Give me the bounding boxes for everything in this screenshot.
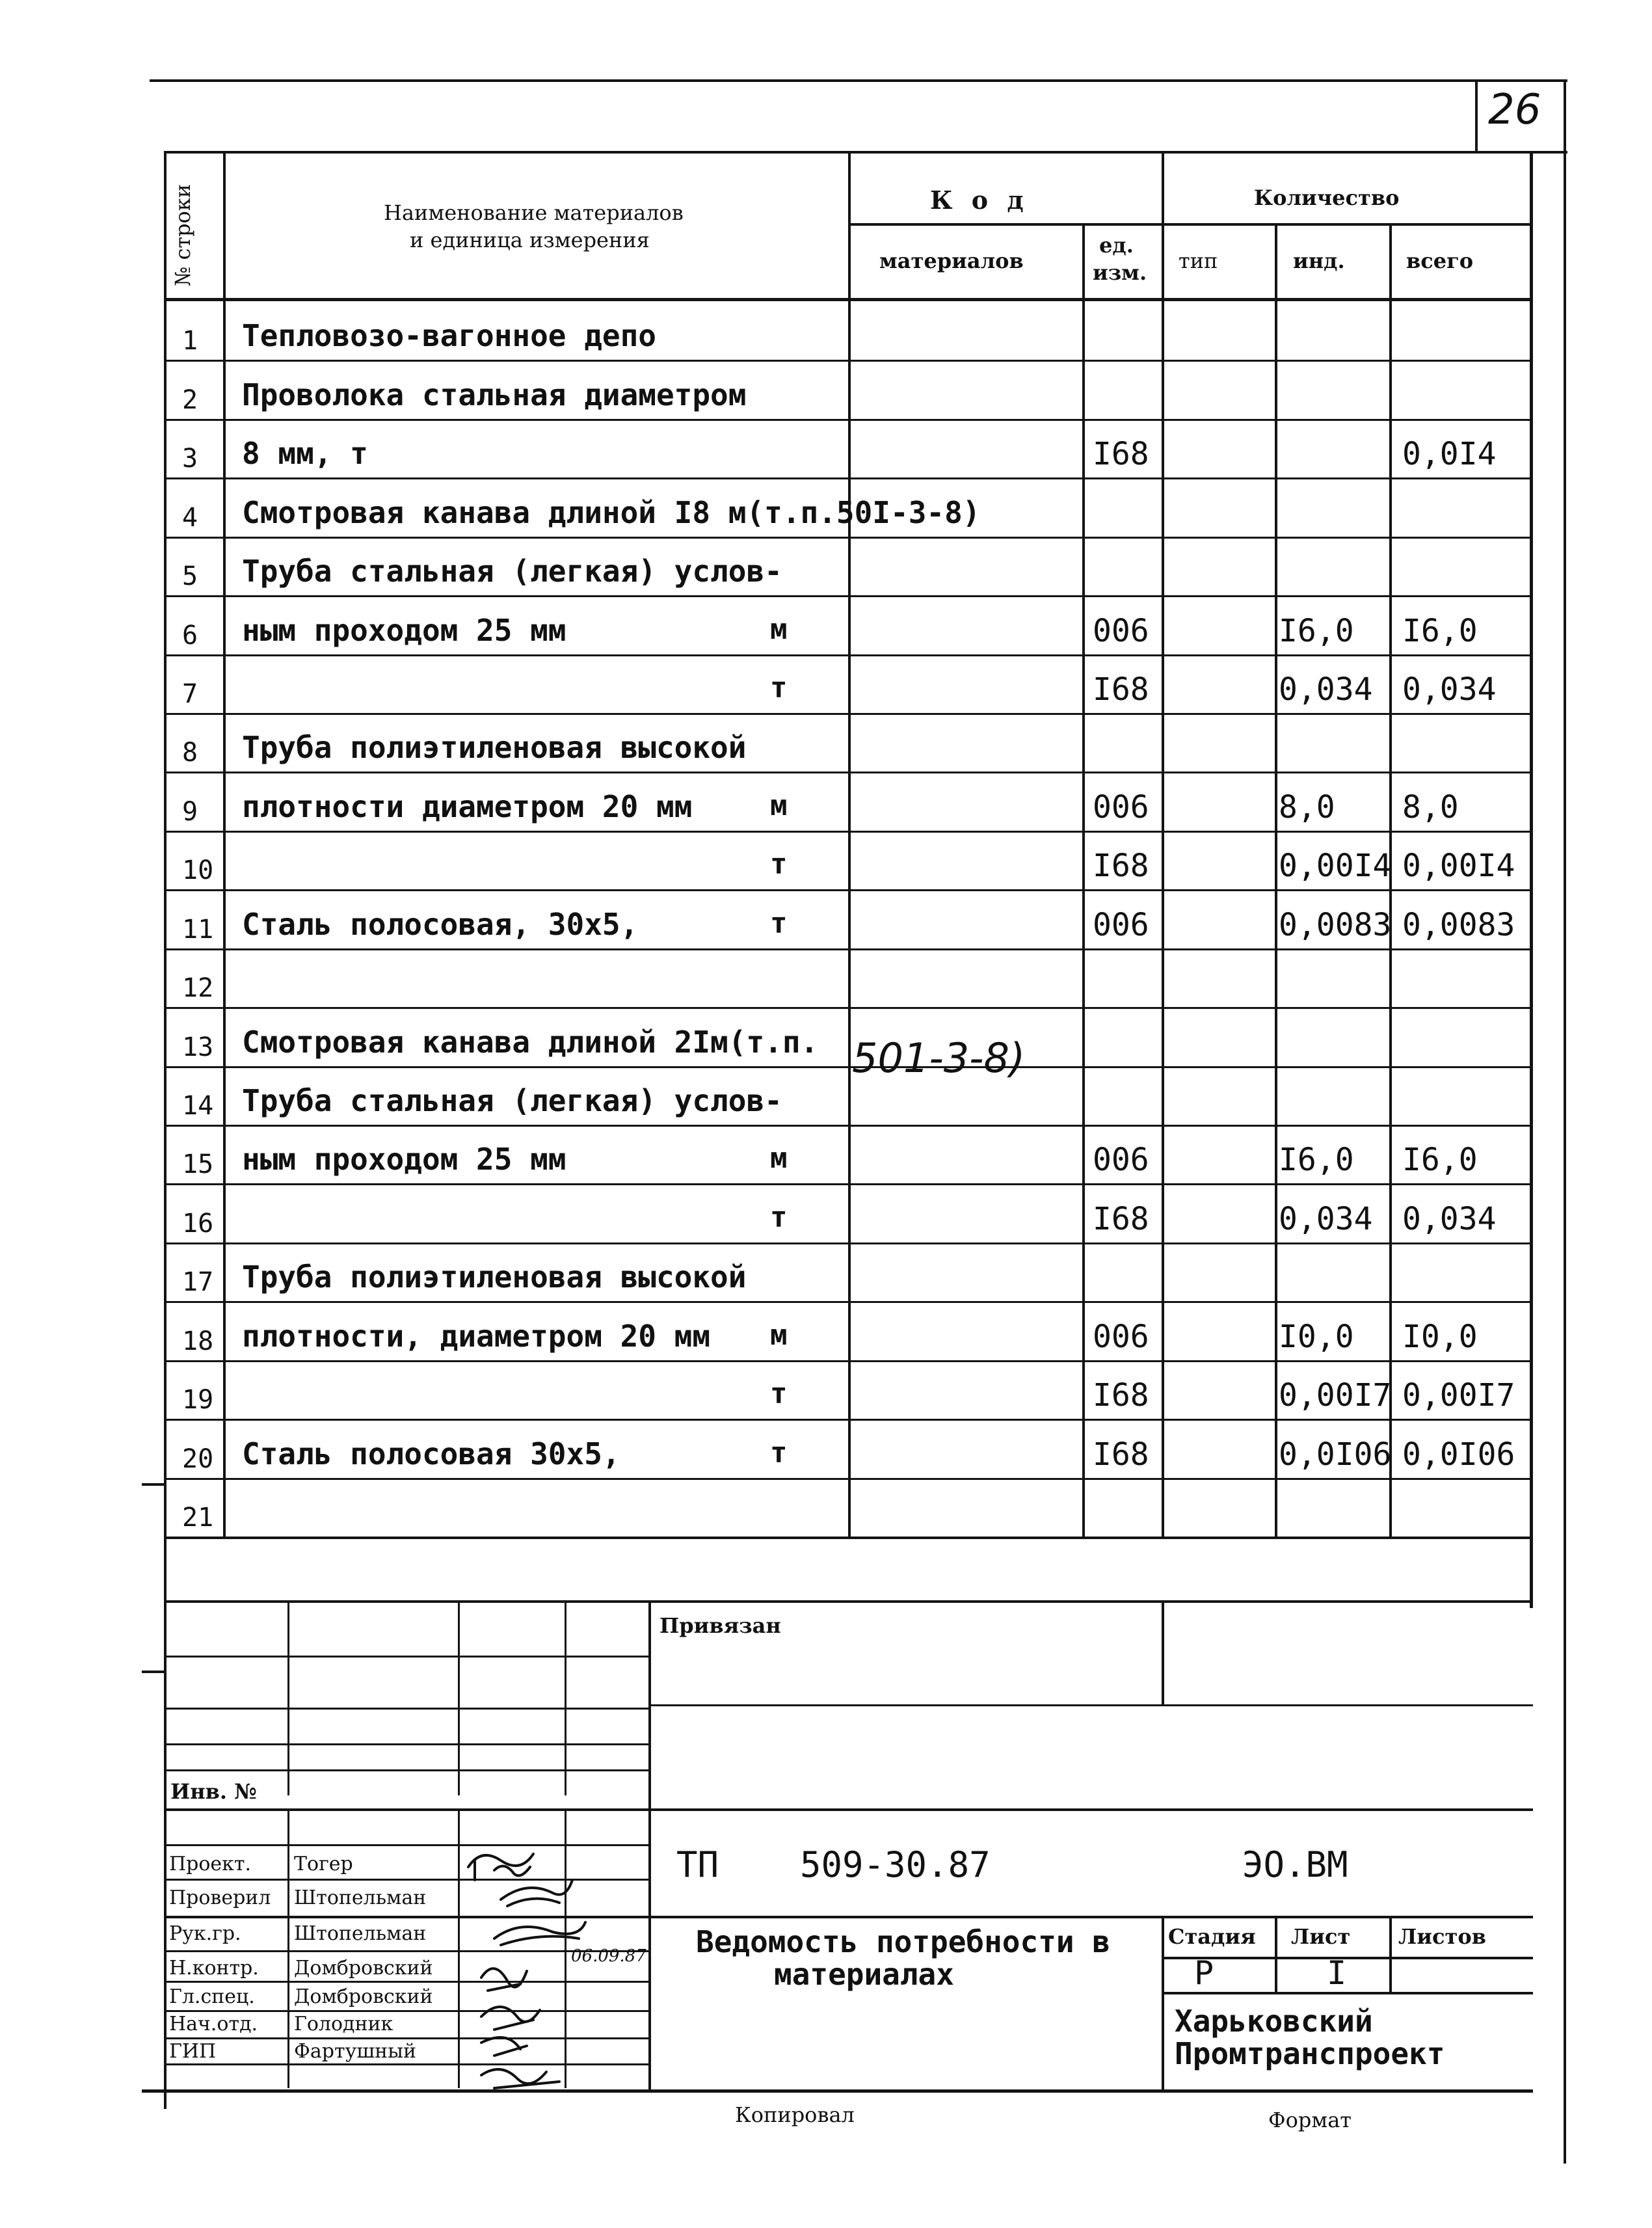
row13-handwritten-code: 501-3-8): [852, 1034, 1026, 1082]
row-number: 5: [182, 561, 198, 591]
row-name: Труба стальная (легкая) услов-: [242, 1083, 782, 1118]
doc-title-line1: Ведомость потребности в: [696, 1924, 1110, 1959]
row-code: I68: [1093, 1377, 1149, 1414]
header-name-line1: Наименование материалов: [384, 200, 684, 225]
header-quantity: Количество: [1254, 185, 1400, 210]
signatory-name: Штопельман: [294, 1886, 427, 1909]
row-unit: м: [770, 789, 788, 822]
row-unit: т: [770, 1201, 788, 1234]
sheet-label: Лист: [1291, 1924, 1351, 1949]
signatory-name: Голодник: [294, 2013, 393, 2035]
header-code-materials: материалов: [879, 248, 1024, 273]
inv-number-label: Инв. №: [170, 1779, 257, 1804]
row-total: 0,034: [1402, 671, 1497, 708]
row-name: ным проходом 25 мм: [242, 613, 566, 648]
row-unit: т: [770, 1377, 788, 1410]
row-name: ным проходом 25 мм: [242, 1142, 566, 1177]
row-number: 9: [182, 797, 198, 827]
row-number: 13: [182, 1032, 214, 1062]
row-code: 006: [1093, 1142, 1149, 1178]
row-unit: т: [770, 907, 788, 940]
row-code: I68: [1093, 1201, 1149, 1237]
row-ind: 0,0083: [1279, 907, 1392, 943]
row-total: 0,0I06: [1402, 1436, 1515, 1473]
row-number: 20: [182, 1444, 214, 1474]
row-number: 12: [182, 973, 214, 1003]
row-name: Труба стальная (легкая) услов-: [242, 554, 782, 589]
org-line1: Харьковский: [1175, 2004, 1373, 2039]
row-name: Труба полиэтиленовая высокой: [242, 1259, 747, 1295]
row-code: 006: [1093, 907, 1149, 943]
row-name: Проволока стальная диаметром: [242, 377, 747, 412]
header-code: К о д: [930, 185, 1029, 215]
doc-number: 509-30.87: [800, 1844, 991, 1885]
signatory-name: Тогер: [294, 1853, 353, 1875]
row-unit: м: [770, 613, 788, 646]
stage-label: Стадия: [1168, 1924, 1256, 1949]
signatory-role: Гл.спец.: [169, 1985, 255, 2008]
row-number: 7: [182, 679, 198, 709]
header-code-unit-1: ед.: [1099, 233, 1134, 258]
header-qty-type: тип: [1179, 248, 1218, 273]
row-name: плотности диаметром 20 мм: [242, 789, 693, 824]
sheet-value: I: [1327, 1954, 1347, 1992]
signatory-name: Фартушный: [294, 2040, 416, 2063]
row-number: 4: [182, 503, 198, 533]
row-number: 10: [182, 855, 214, 885]
row-number: 18: [182, 1326, 214, 1356]
row-number: 1: [182, 326, 198, 356]
row-code: I68: [1093, 671, 1149, 708]
row-unit: м: [770, 1142, 788, 1175]
right-outer-border: [1564, 82, 1566, 2164]
sign-date: 06.09.87: [571, 1946, 646, 1966]
row-total: 0,0I4: [1402, 436, 1497, 472]
row-number: 17: [182, 1267, 214, 1297]
header-row-number: № строки: [170, 183, 195, 286]
stage-value: Р: [1194, 1954, 1214, 1992]
row-total: I0,0: [1402, 1319, 1478, 1355]
signatory-role: Проект.: [169, 1853, 252, 1875]
top-border: [150, 79, 1567, 82]
row-total: 0,00I7: [1402, 1377, 1515, 1414]
row-code: 006: [1093, 789, 1149, 825]
row-number: 14: [182, 1091, 214, 1121]
row-number: 19: [182, 1385, 214, 1415]
org-line2: Промтранспроект: [1175, 2036, 1445, 2071]
signatures-scribbles: [455, 1841, 650, 2101]
header-qty-ind: инд.: [1293, 248, 1345, 273]
row-unit: т: [770, 671, 788, 705]
row-number: 8: [182, 738, 198, 768]
header-qty-total: всего: [1406, 248, 1474, 273]
row-code: I68: [1093, 848, 1149, 884]
row-name: плотности, диаметром 20 мм: [242, 1319, 711, 1354]
row-number: 6: [182, 621, 198, 651]
row-unit: т: [770, 848, 788, 881]
row-ind: I6,0: [1279, 613, 1354, 649]
row-total: I6,0: [1402, 613, 1478, 649]
doc-section: ЭО.ВМ: [1242, 1844, 1348, 1885]
row-total: I6,0: [1402, 1142, 1478, 1178]
header-code-unit-2: изм.: [1093, 260, 1147, 285]
row-ind: I0,0: [1279, 1319, 1354, 1355]
row-total: 0,034: [1402, 1201, 1497, 1237]
row-code: 006: [1093, 613, 1149, 649]
row-unit: м: [770, 1319, 788, 1352]
row-code: I68: [1093, 436, 1149, 472]
page-number: 26: [1488, 86, 1541, 134]
footer-format: Формат: [1268, 2108, 1352, 2132]
row-number: 21: [182, 1503, 214, 1533]
row-name: 8 мм, т: [242, 436, 368, 471]
row-ind: 0,00I7: [1279, 1377, 1392, 1414]
row-ind: 0,00I4: [1279, 848, 1392, 884]
row-number: 15: [182, 1149, 214, 1179]
row-ind: 0,034: [1279, 1201, 1373, 1237]
row-name: Сталь полосовая 30х5,: [242, 1436, 620, 1471]
signatory-name: Штопельман: [294, 1922, 427, 1945]
row-name: Тепловозо-вагонное депо: [242, 318, 656, 353]
row-ind: 0,034: [1279, 671, 1373, 708]
row-ind: 8,0: [1279, 789, 1335, 825]
row-ind: 0,0I06: [1279, 1436, 1392, 1473]
row-ind: I6,0: [1279, 1142, 1354, 1178]
row-number: 11: [182, 915, 214, 945]
doc-title-line2: материалах: [774, 1957, 954, 1992]
doc-code: ТП: [676, 1844, 719, 1885]
row-unit: т: [770, 1436, 788, 1470]
signatory-role: Н.контр.: [169, 1957, 259, 1980]
signatory-role: Рук.гр.: [169, 1922, 241, 1945]
row-name: Смотровая канава длиной 2Iм(т.п.: [242, 1025, 819, 1060]
header-name-line2: и единица измерения: [410, 228, 650, 252]
signatory-role: Нач.отд.: [169, 2013, 258, 2035]
row-name: Смотровая канава длиной I8 м(т.п.50I-3-8): [242, 495, 981, 530]
page-number-box-left: [1475, 82, 1478, 152]
row-name: Труба полиэтиленовая высокой: [242, 730, 747, 765]
sheets-label: Листов: [1398, 1924, 1486, 1949]
row-code: 006: [1093, 1319, 1149, 1355]
row-name: Сталь полосовая, 30х5,: [242, 907, 639, 942]
privyazan-label: Привязан: [659, 1613, 781, 1638]
row-code: I68: [1093, 1436, 1149, 1473]
footer-copied: Копировал: [735, 2102, 855, 2127]
signatory-role: Проверил: [169, 1886, 271, 1909]
row-total: 0,0083: [1402, 907, 1515, 943]
row-number: 3: [182, 444, 198, 474]
signatory-name: Домбровский: [294, 1957, 433, 1980]
row-total: 0,00I4: [1402, 848, 1515, 884]
row-number: 2: [182, 385, 198, 415]
row-number: 16: [182, 1209, 214, 1239]
signatory-role: ГИП: [169, 2040, 217, 2063]
row-total: 8,0: [1402, 789, 1459, 825]
signatory-name: Домбровский: [294, 1985, 433, 2008]
